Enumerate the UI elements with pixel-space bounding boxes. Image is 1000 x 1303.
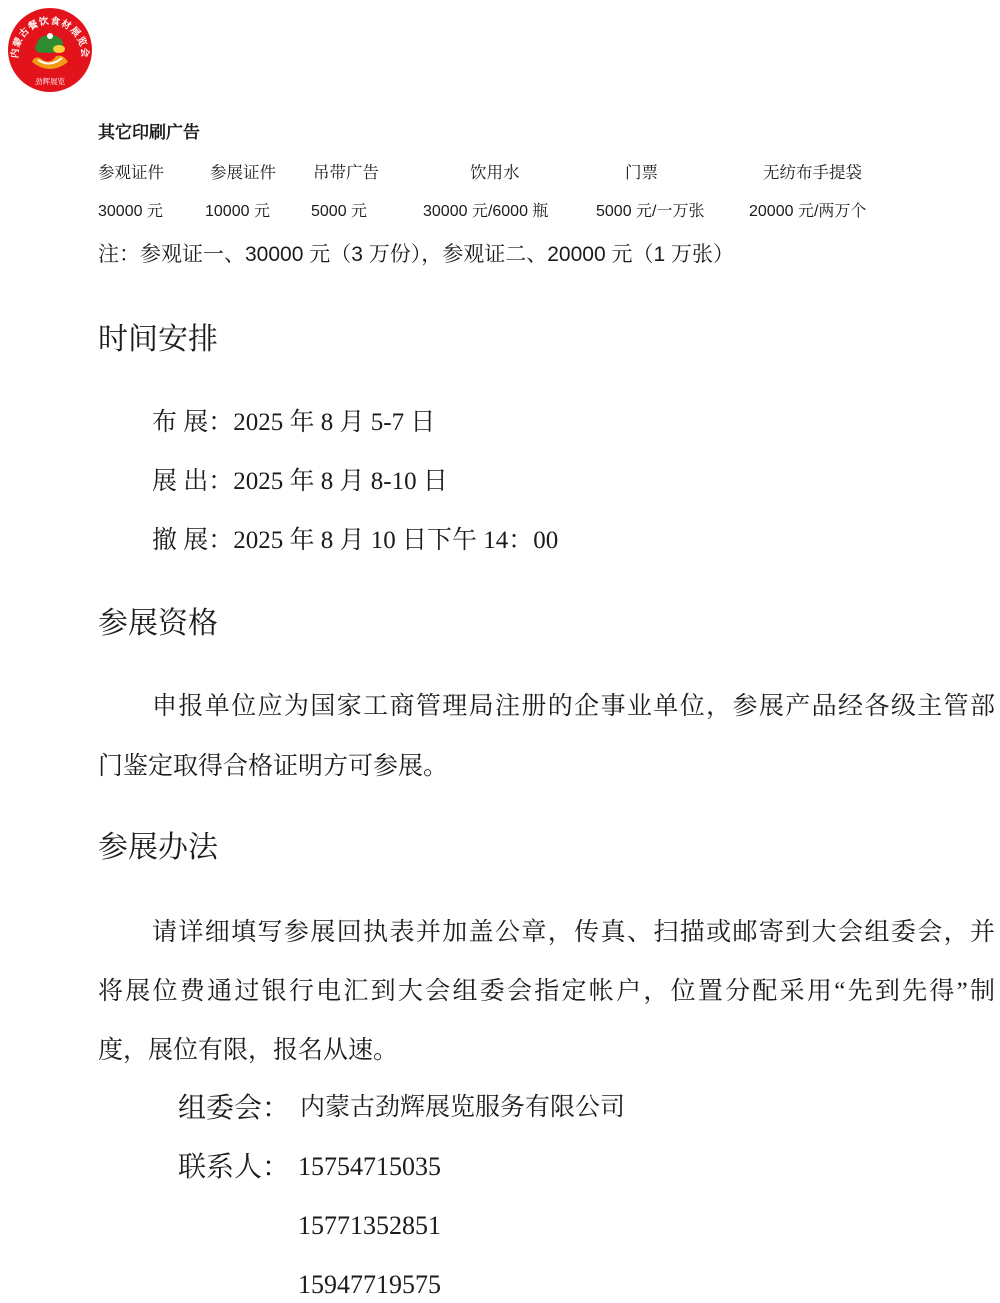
organizer-label: 组委会： bbox=[178, 1092, 291, 1123]
method-line: 将展位费通过银行电汇到大会组委会指定帐户，位置分配采用“先到先得”制 bbox=[98, 978, 995, 1005]
logo-green-leaf-left bbox=[35, 43, 49, 53]
ads-item-name: 饮用水 bbox=[470, 164, 520, 182]
ads-item-name: 参展证件 bbox=[210, 164, 276, 182]
phone-number: 15754715035 bbox=[298, 1152, 441, 1181]
method-line: 请详细填写参展回执表并加盖公章，传真、扫描或邮寄到大会组委会，并 bbox=[152, 919, 995, 946]
logo-brand-text: 劲辉展览 bbox=[35, 77, 65, 86]
phone-number: 15947719575 bbox=[298, 1270, 441, 1299]
ads-item-price: 10000 元 bbox=[205, 203, 270, 220]
ads-item-price: 5000 元/一万张 bbox=[596, 203, 705, 220]
schedule-exhibition: 展 出：2025 年 8 月 8-10 日 bbox=[152, 468, 448, 495]
qualification-heading: 参展资格 bbox=[98, 607, 218, 640]
print-ads-title: 其它印刷广告 bbox=[98, 123, 200, 142]
qualification-line: 申报单位应为国家工商管理局注册的企事业单位，参展产品经各级主管部 bbox=[152, 693, 995, 720]
logo-yellow-leaf bbox=[53, 45, 65, 53]
schedule-heading: 时间安排 bbox=[98, 323, 218, 356]
ads-item-price: 30000 元 bbox=[98, 203, 163, 220]
ads-item-price: 5000 元 bbox=[311, 203, 368, 220]
schedule-setup: 布 展：2025 年 8 月 5-7 日 bbox=[152, 409, 436, 436]
ads-item-price: 30000 元/6000 瓶 bbox=[423, 203, 549, 220]
ads-item-name: 无纺布手提袋 bbox=[763, 164, 862, 182]
logo-ring-text: 内蒙古餐饮食材展览会 bbox=[9, 15, 91, 59]
ads-item-name: 吊带广告 bbox=[313, 164, 379, 182]
organizer-name: 内蒙古劲辉展览服务有限公司 bbox=[300, 1094, 626, 1121]
logo-white-dot bbox=[47, 33, 53, 39]
method-line: 度，展位有限，报名从速。 bbox=[98, 1037, 399, 1064]
ads-item-name: 门票 bbox=[625, 164, 658, 182]
ads-item-name: 参观证件 bbox=[98, 164, 164, 182]
schedule-teardown: 撤 展：2025 年 8 月 10 日下午 14：00 bbox=[152, 527, 559, 554]
contact-person-label: 联系人： bbox=[178, 1151, 291, 1182]
organizer-logo bbox=[6, 6, 94, 94]
ads-item-price: 20000 元/两万个 bbox=[749, 203, 867, 220]
phone-number: 15771352851 bbox=[298, 1211, 441, 1240]
print-ads-note: 注：参观证一、30000 元（3 万份），参观证二、20000 元（1 万张） bbox=[98, 243, 734, 266]
method-heading: 参展办法 bbox=[98, 831, 218, 864]
qualification-line: 门鉴定取得合格证明方可参展。 bbox=[98, 753, 449, 780]
